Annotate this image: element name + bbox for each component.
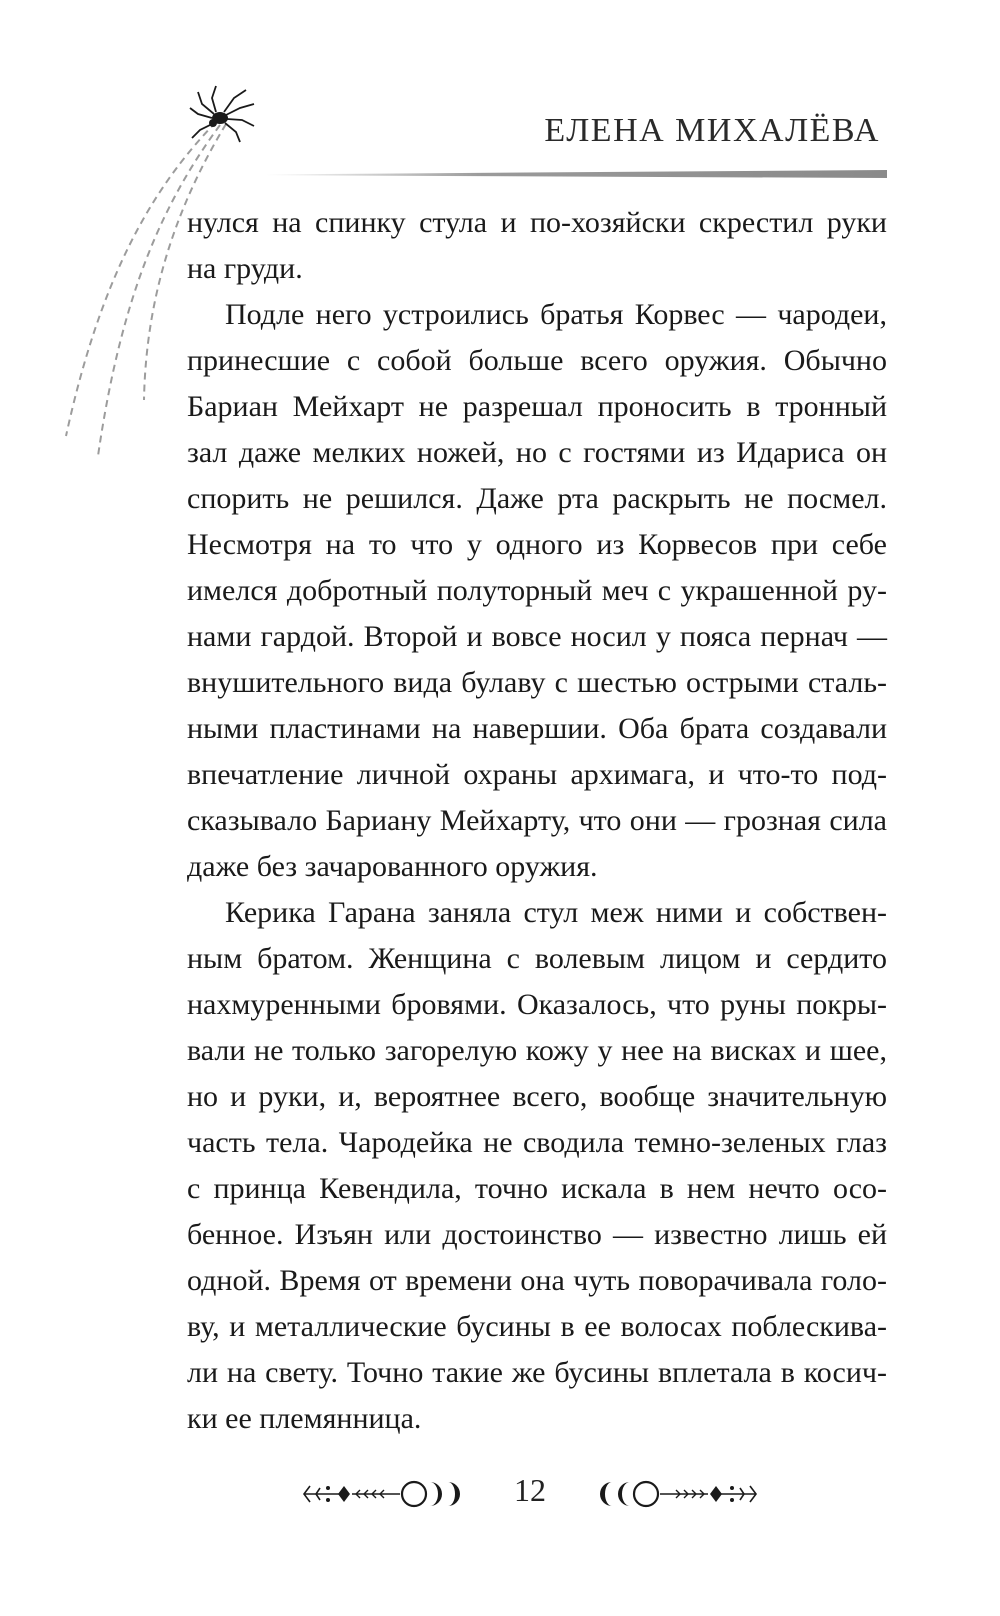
body-text bbox=[187, 200, 887, 1442]
text-line: нами гардой. Второй и вовсе носил у пояса пернач — bbox=[187, 620, 887, 653]
text-line: внушительного вида булаву с шестью острыми сталь- bbox=[187, 666, 887, 699]
page-number: 12 bbox=[514, 1472, 546, 1508]
text-line: Несмотря на то что у одного из Корвесов при себе bbox=[187, 528, 887, 561]
text-line: ки ее племянница. bbox=[187, 1402, 422, 1435]
text-line: нахмуренными бровями. Оказалось, что руны покры- bbox=[187, 988, 887, 1021]
text-line: с принца Кевендила, точно искала в нем нечто осо- bbox=[187, 1172, 887, 1205]
text-line: ли на свету. Точно такие же бусины вплетала в косич- bbox=[187, 1356, 887, 1389]
text-line: ными пластинами на навершии. Оба брата создавали bbox=[187, 712, 887, 745]
text-line: но и руки, и, вероятнее всего, вообще значительную bbox=[187, 1080, 887, 1113]
text-line: Керика Гарана заняла стул меж ними и собствен- bbox=[225, 896, 887, 929]
running-head: ЕЛЕНА МИХАЛЁВА bbox=[544, 112, 880, 149]
text-line: вали не только загорелую кожу у нее на висках и шее, bbox=[187, 1034, 887, 1067]
text-line: впечатление личной охраны архимага, и что-то под- bbox=[187, 758, 887, 791]
text-line: ным братом. Женщина с волевым лицом и сердито bbox=[187, 942, 887, 975]
text-line: спорить не решился. Даже рта раскрыть не посмел. bbox=[187, 482, 887, 515]
text-line: нулся на спинку стула и по-хозяйски скрестил руки bbox=[187, 206, 887, 239]
text-line: Подле него устроились братья Корвес — чародеи, bbox=[225, 298, 887, 331]
text-line: сказывало Бариану Мейхарту, что они — грозная сила bbox=[187, 804, 887, 837]
text-line: даже без зачарованного оружия. bbox=[187, 850, 598, 883]
header-rule bbox=[265, 170, 887, 178]
text-line: имелся добротный полуторный меч с украшенной ру- bbox=[187, 574, 887, 607]
text-line: бенное. Изъян или достоинство — известно лишь ей bbox=[187, 1218, 887, 1251]
text-line: Бариан Мейхарт не разрешал проносить в тронный bbox=[187, 390, 887, 423]
text-line: принесшие с собой больше всего оружия. Обычно bbox=[187, 344, 887, 377]
text-line: часть тела. Чародейка не сводила темно-зеленых глаз bbox=[187, 1126, 887, 1159]
spider-icon bbox=[190, 86, 254, 142]
text-line: одной. Время от времени она чуть поворачивала голо- bbox=[187, 1264, 887, 1297]
footer-folio bbox=[300, 1464, 760, 1524]
text-line: зал даже мелких ножей, но с гостями из Идариса он bbox=[187, 436, 887, 469]
text-line: ву, и металлические бусины в ее волосах поблескива- bbox=[187, 1310, 887, 1343]
text-line: на груди. bbox=[187, 252, 303, 285]
